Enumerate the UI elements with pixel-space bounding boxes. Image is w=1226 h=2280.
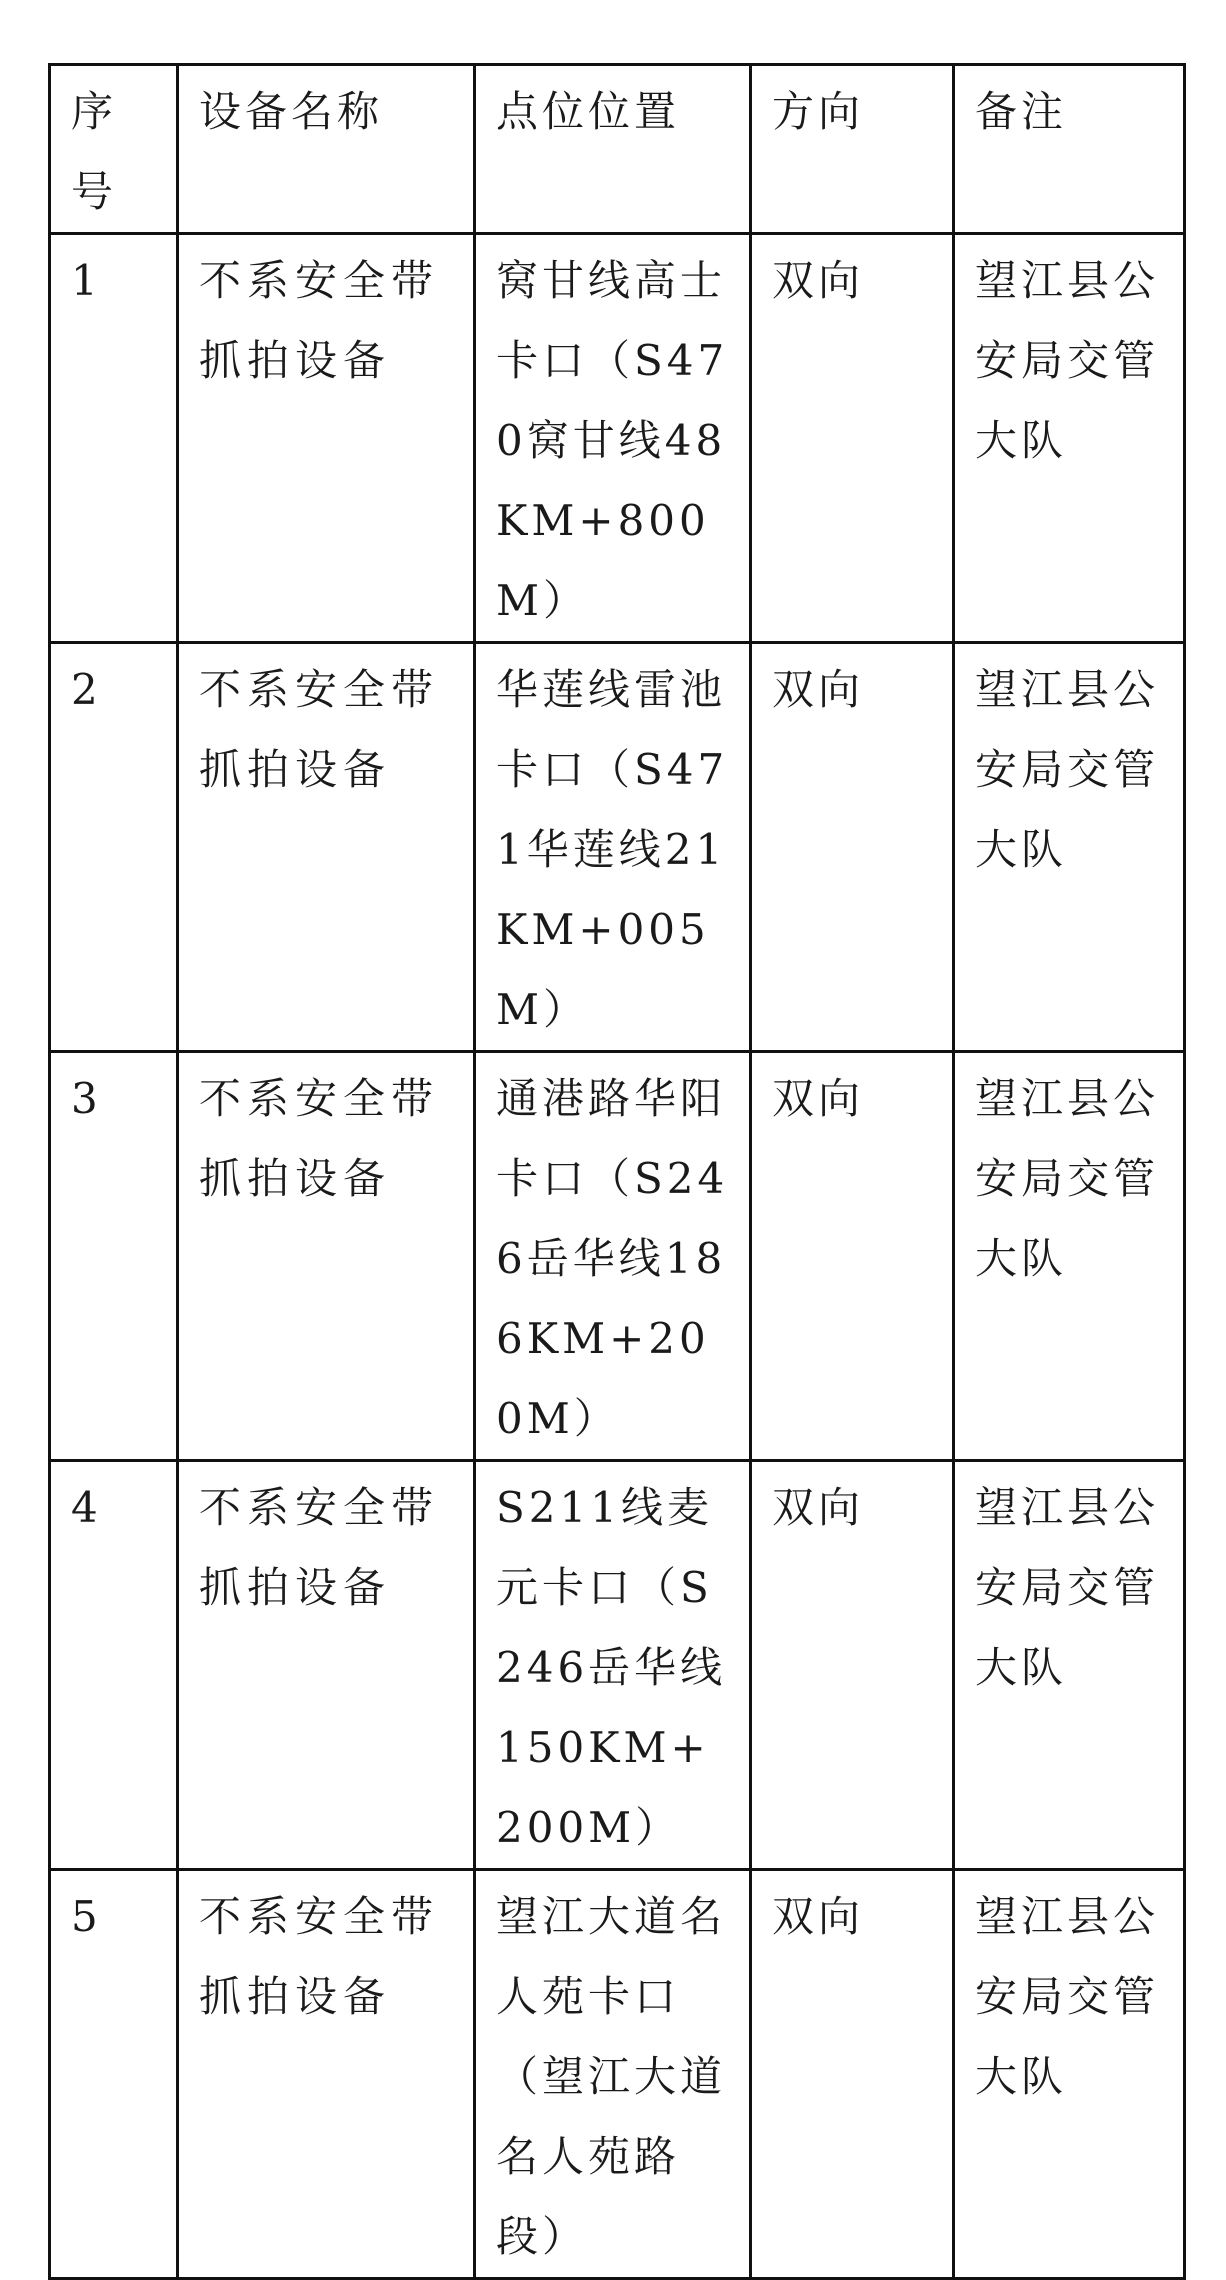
cell-location: S211线麦元卡口（S246岳华线150KM+200M）	[475, 1461, 751, 1870]
cell-index: 4	[50, 1461, 178, 1870]
cell-direction: 双向	[751, 1052, 954, 1461]
cell-index: 1	[50, 234, 178, 643]
cell-device-name: 不系安全带抓拍设备	[178, 1461, 475, 1870]
cell-location: 望江大道名人苑卡口（望江大道名人苑路段）	[475, 1870, 751, 2279]
cell-index: 5	[50, 1870, 178, 2279]
cell-remark: 望江县公安局交管大队	[954, 643, 1185, 1052]
cell-device-name: 不系安全带抓拍设备	[178, 1052, 475, 1461]
cell-remark: 望江县公安局交管大队	[954, 1052, 1185, 1461]
table-header-row	[50, 65, 1185, 234]
cell-direction: 双向	[751, 1870, 954, 2279]
header-direction: 方向	[751, 65, 954, 234]
cell-remark: 望江县公安局交管大队	[954, 234, 1185, 643]
cell-remark: 望江县公安局交管大队	[954, 1870, 1185, 2279]
cell-index: 3	[50, 1052, 178, 1461]
cell-remark: 望江县公安局交管大队	[954, 1461, 1185, 1870]
cell-device-name: 不系安全带抓拍设备	[178, 1870, 475, 2279]
header-location: 点位位置	[475, 65, 751, 234]
cell-location: 窝甘线高士卡口（S470窝甘线48KM+800M）	[475, 234, 751, 643]
cell-direction: 双向	[751, 234, 954, 643]
device-location-table	[48, 63, 1186, 2280]
header-device-name: 设备名称	[178, 65, 475, 234]
cell-direction: 双向	[751, 1461, 954, 1870]
cell-device-name: 不系安全带抓拍设备	[178, 234, 475, 643]
cell-direction: 双向	[751, 643, 954, 1052]
header-remark: 备注	[954, 65, 1185, 234]
table-row	[50, 1870, 1185, 2279]
cell-index: 2	[50, 643, 178, 1052]
cell-location: 通港路华阳卡口（S246岳华线186KM+200M）	[475, 1052, 751, 1461]
cell-location: 华莲线雷池卡口（S471华莲线21KM+005M）	[475, 643, 751, 1052]
table-row	[50, 234, 1185, 643]
table-row	[50, 643, 1185, 1052]
table-row	[50, 1052, 1185, 1461]
cell-device-name: 不系安全带抓拍设备	[178, 643, 475, 1052]
header-index: 序号	[50, 65, 178, 234]
table-row	[50, 1461, 1185, 1870]
